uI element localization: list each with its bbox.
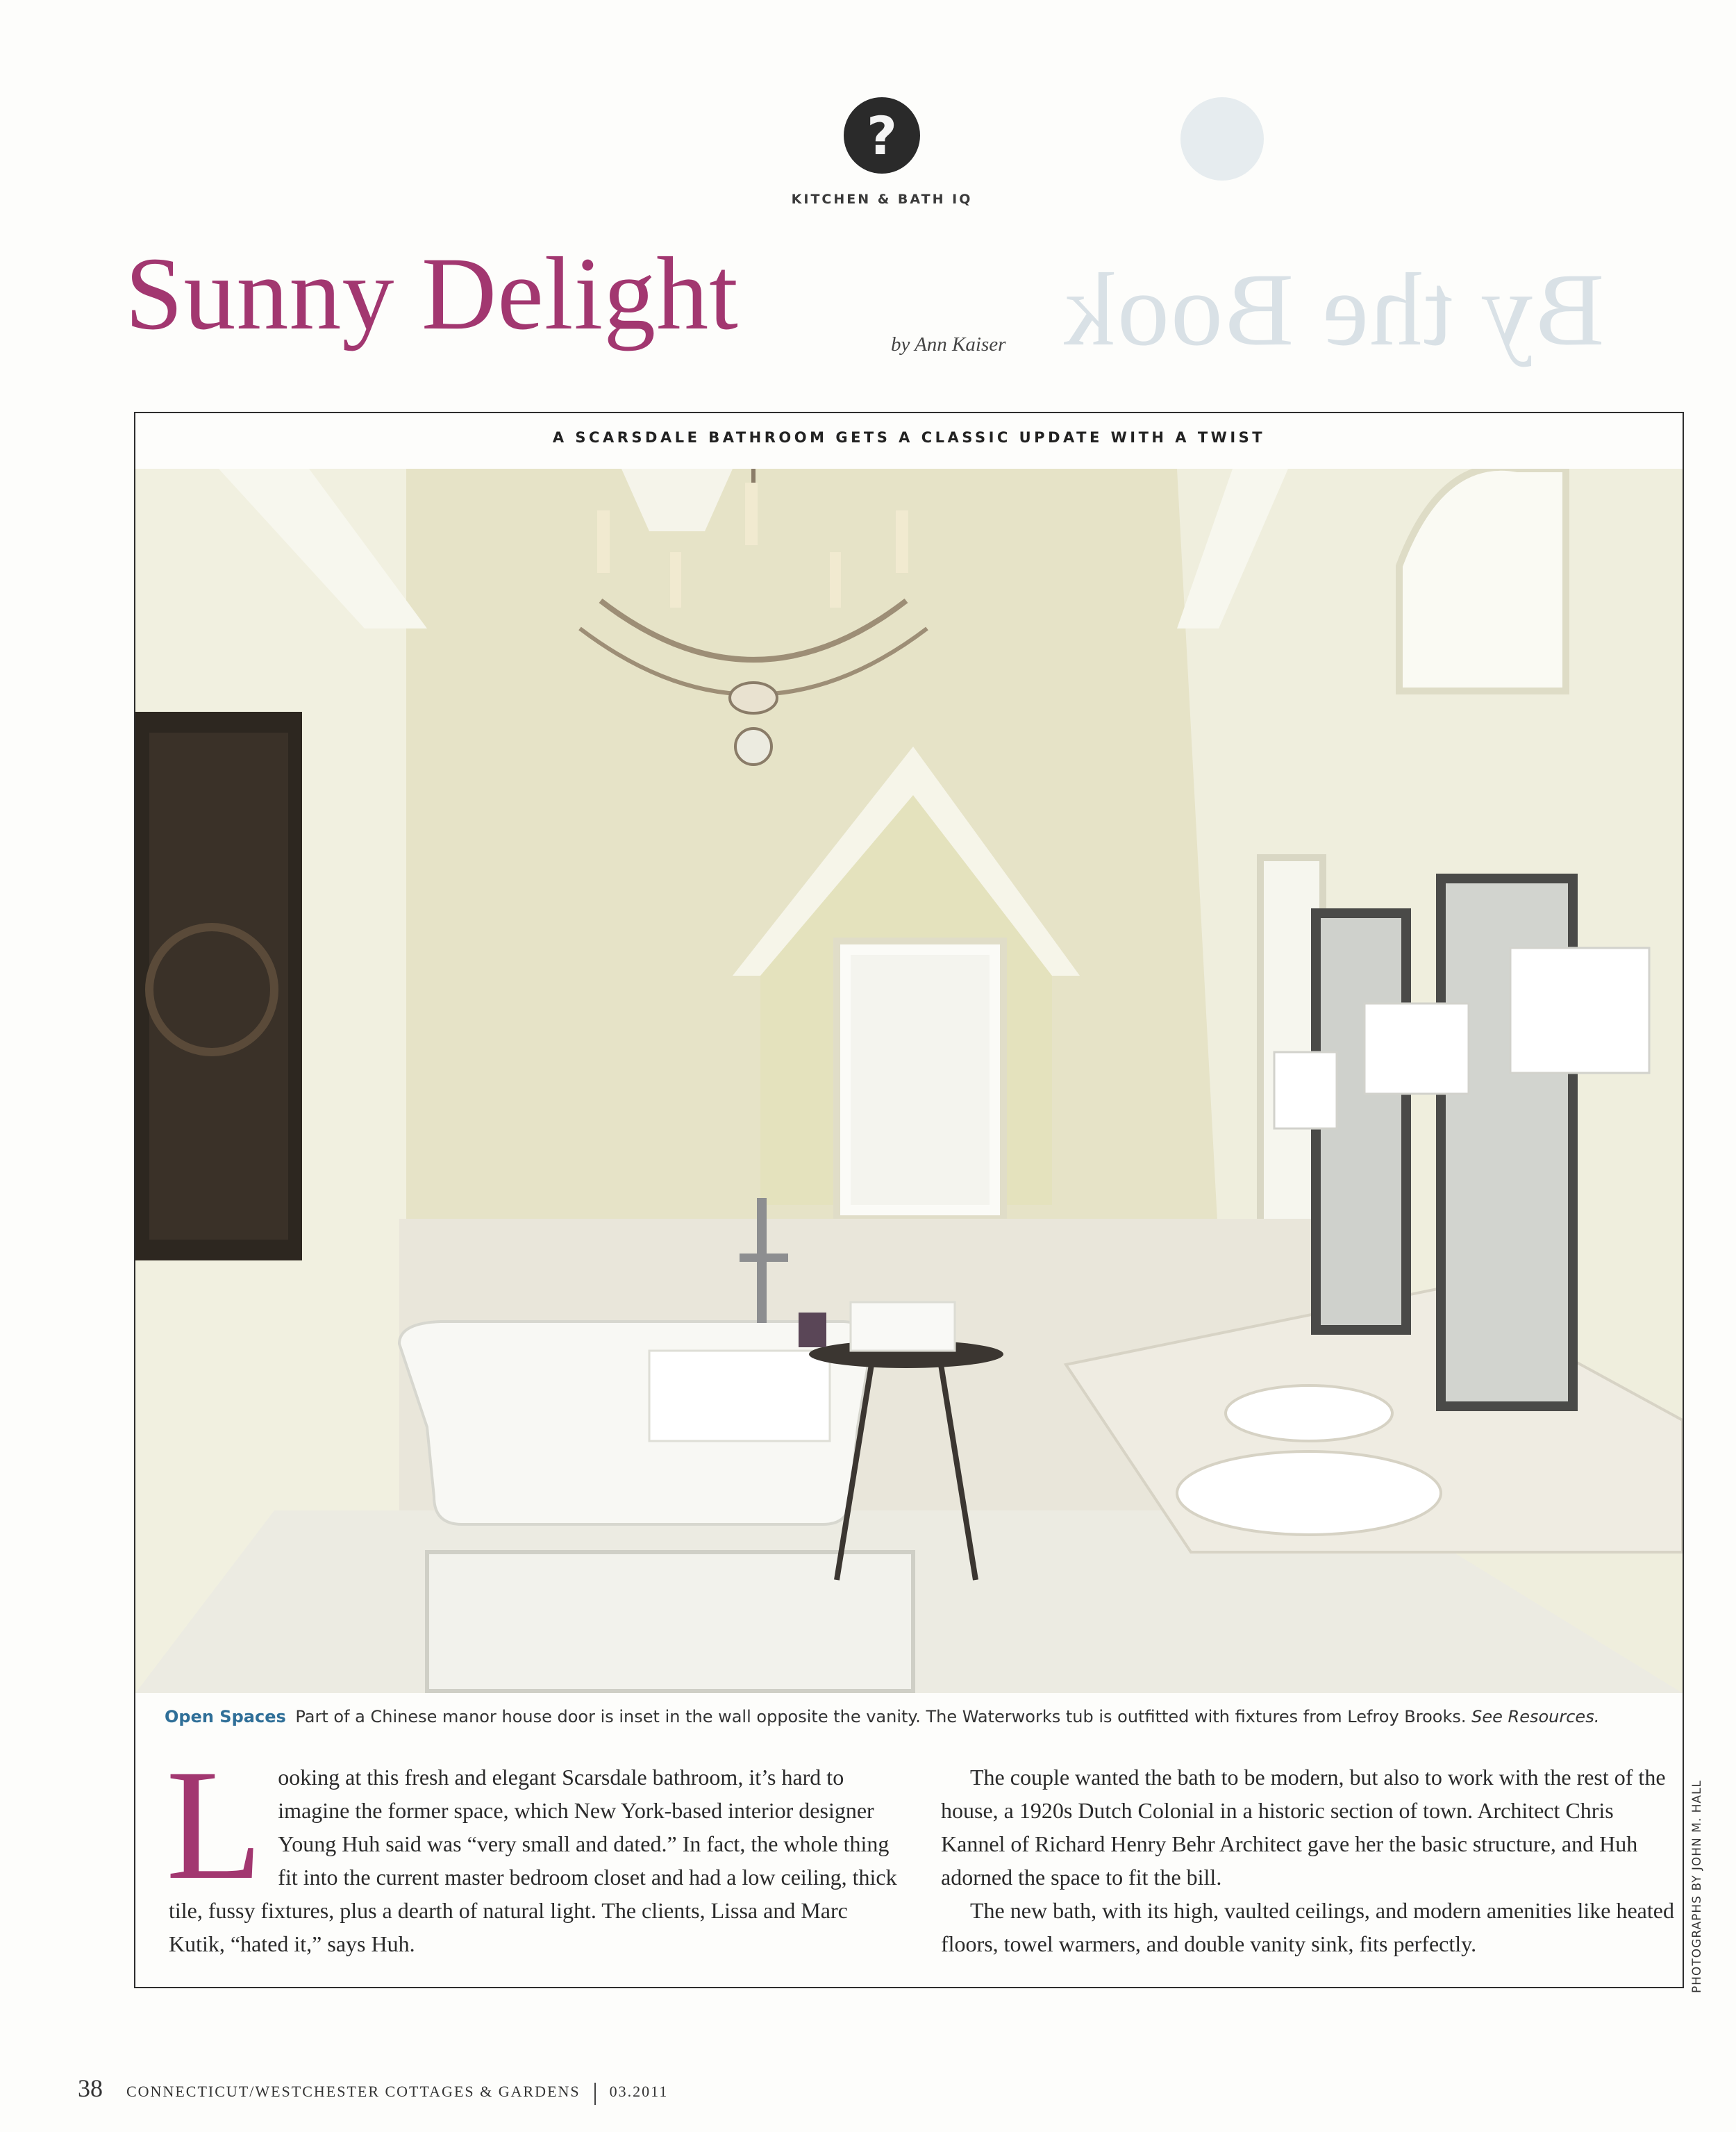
ghost-title: By the Book [1062, 252, 1605, 367]
bathroom-illustration [135, 469, 1683, 1693]
page-number: 38 [78, 2074, 103, 2102]
body-paragraph: The couple wanted the bath to be modern, but also to work with the rest of the house, a 1920s Dutch Colonial in a historic section of town. Architect Chris Kannel of Richard Henry Behr Architect gave her the basic structure, and Huh adorned the space to fit the bill. [941, 1765, 1666, 1890]
body-column-2 [941, 1760, 1677, 1960]
page-footer [78, 2074, 668, 2105]
section-label: KITCHEN & BATH IQ [791, 192, 973, 207]
caption-text: Part of a Chinese manor house door is inset in the wall opposite the vanity. The Waterworks tub is outfitted with fixtures from Lefroy Brooks. [295, 1707, 1467, 1726]
photo-caption [165, 1707, 1658, 1726]
caption-note: See Resources. [1471, 1707, 1600, 1726]
byline: by Ann Kaiser [891, 333, 1006, 356]
ghost-badge [1180, 97, 1264, 181]
footer-divider [594, 2083, 596, 2105]
question-mark-icon: ? [844, 97, 920, 174]
body-column-1 [166, 1738, 898, 1960]
caption-lead: Open Spaces [165, 1707, 286, 1726]
publication-name: CONNECTICUT/WESTCHESTER COTTAGES & GARDENS [126, 2083, 581, 2100]
photo-credit: PHOTOGRAPHS BY JOHN M. HALL [1690, 1780, 1704, 1993]
bathroom-photo [135, 469, 1683, 1693]
deck: A SCARSDALE BATHROOM GETS A CLASSIC UPDATE WITH A TWIST [552, 429, 1266, 446]
issue-date: 03.2011 [609, 2083, 669, 2100]
article-title: Sunny Delight [125, 236, 739, 351]
drop-cap: L [166, 1738, 263, 1913]
body-paragraph: ooking at this fresh and elegant Scarsdale bathroom, it’s hard to imagine the former space, which New York-based interior designer Young Huh said was “very small and dated.” In fact, the whole thing fit into the current master bedroom closet and had a low ceiling, thick tile, fussy fixtures, plus a dearth of natural light. The clients, Lissa and Marc Kutik, “hated it,” says Huh. [169, 1765, 897, 1956]
body-paragraph: The new bath, with its high, vaulted ceilings, and modern amenities like heated floors, towel warmers, and double vanity sink, fits perfectly. [941, 1898, 1674, 1956]
